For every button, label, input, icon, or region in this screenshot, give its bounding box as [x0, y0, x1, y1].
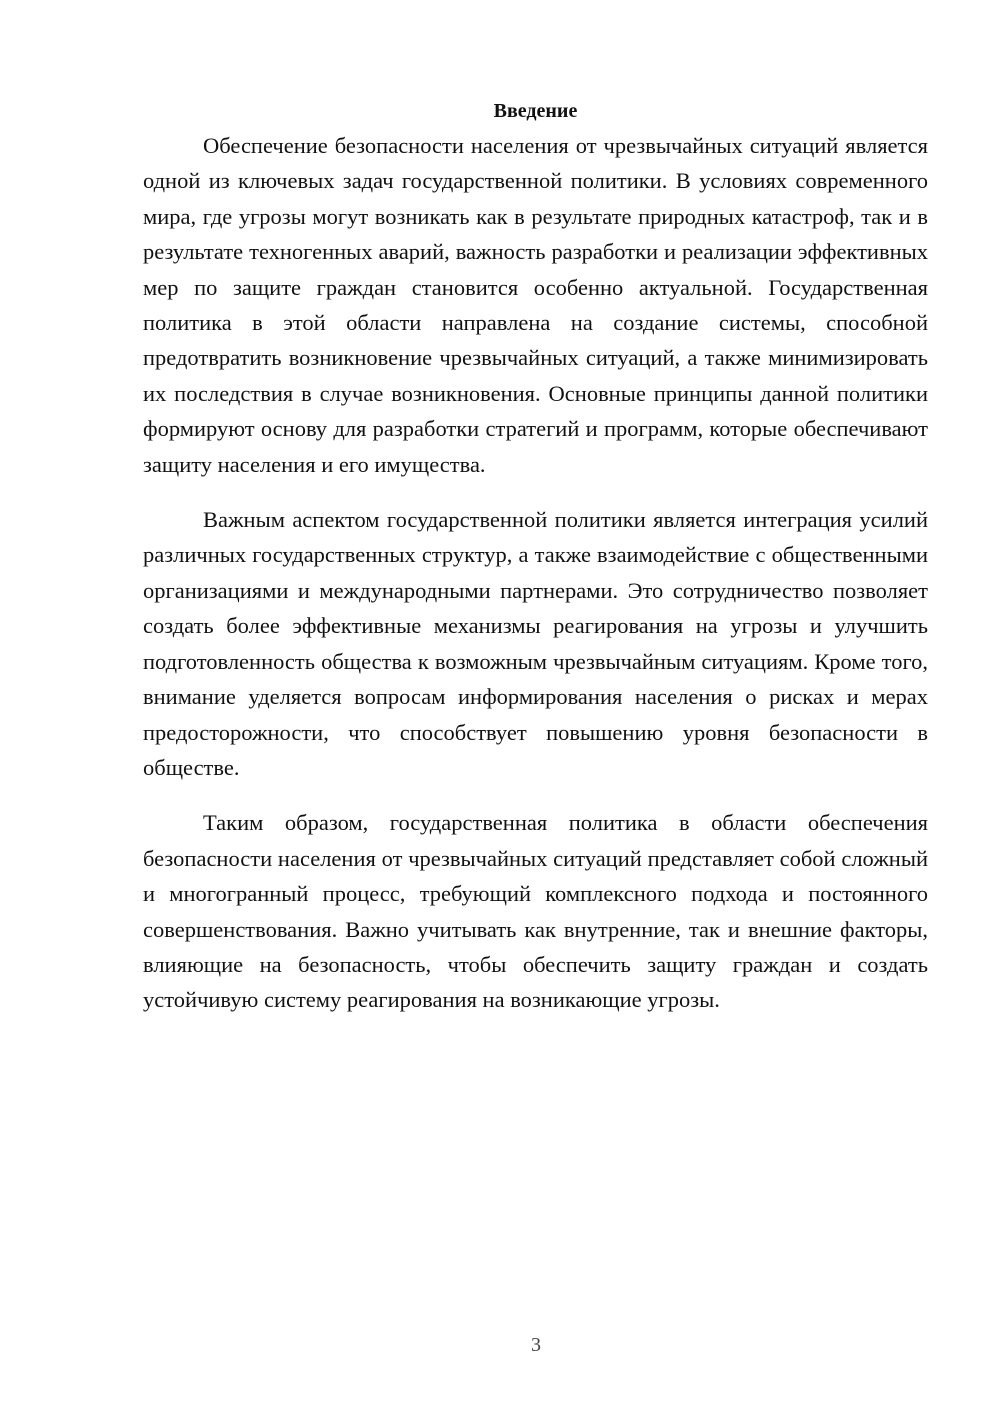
page-content — [143, 94, 928, 1018]
page-number: 3 — [531, 1334, 541, 1356]
paragraph-1: Обеспечение безопасности населения от чрезвычайных ситуаций является одной из ключевых задач государственной политики. В условиях современного мира, где угрозы могут возникать как в результате природных катастроф, так и в результате техногенных аварий, важность разработки и реализации эффективных мер по защите граждан становится особенно актуальной. Государственная политика в этой области направлена на создание системы, способной предотвратить возникновение чрезвычайных ситуаций, а также минимизировать их последствия в случае возникновения. Основные принципы данной политики формируют основу для разработки стратегий и программ, которые обеспечивают защиту населения и его имущества. — [143, 133, 928, 477]
paragraph-2: Важным аспектом государственной политики является интеграция усилий различных государственных структур, а также взаимодействие с общественными организациями и международными партнерами. Это сотрудничество позволяет создать более эффективные механизмы реагирования на угрозы и улучшить подготовленность общества к возможным чрезвычайным ситуациям. Кроме того, внимание уделяется вопросам информирования населения о рисках и мерах предосторожности, что способствует повышению уровня безопасности в обществе. — [143, 507, 928, 780]
paragraph-3: Таким образом, государственная политика в области обеспечения безопасности населения от чрезвычайных ситуаций представляет собой сложный и многогранный процесс, требующий комплексного подхода и постоянного совершенствования. Важно учитывать как внутренние, так и внешние факторы, влияющие на безопасность, чтобы обеспечить защиту граждан и создать устойчивую систему реагирования на возникающие угрозы. — [143, 810, 928, 1013]
section-heading: Введение — [493, 100, 578, 122]
